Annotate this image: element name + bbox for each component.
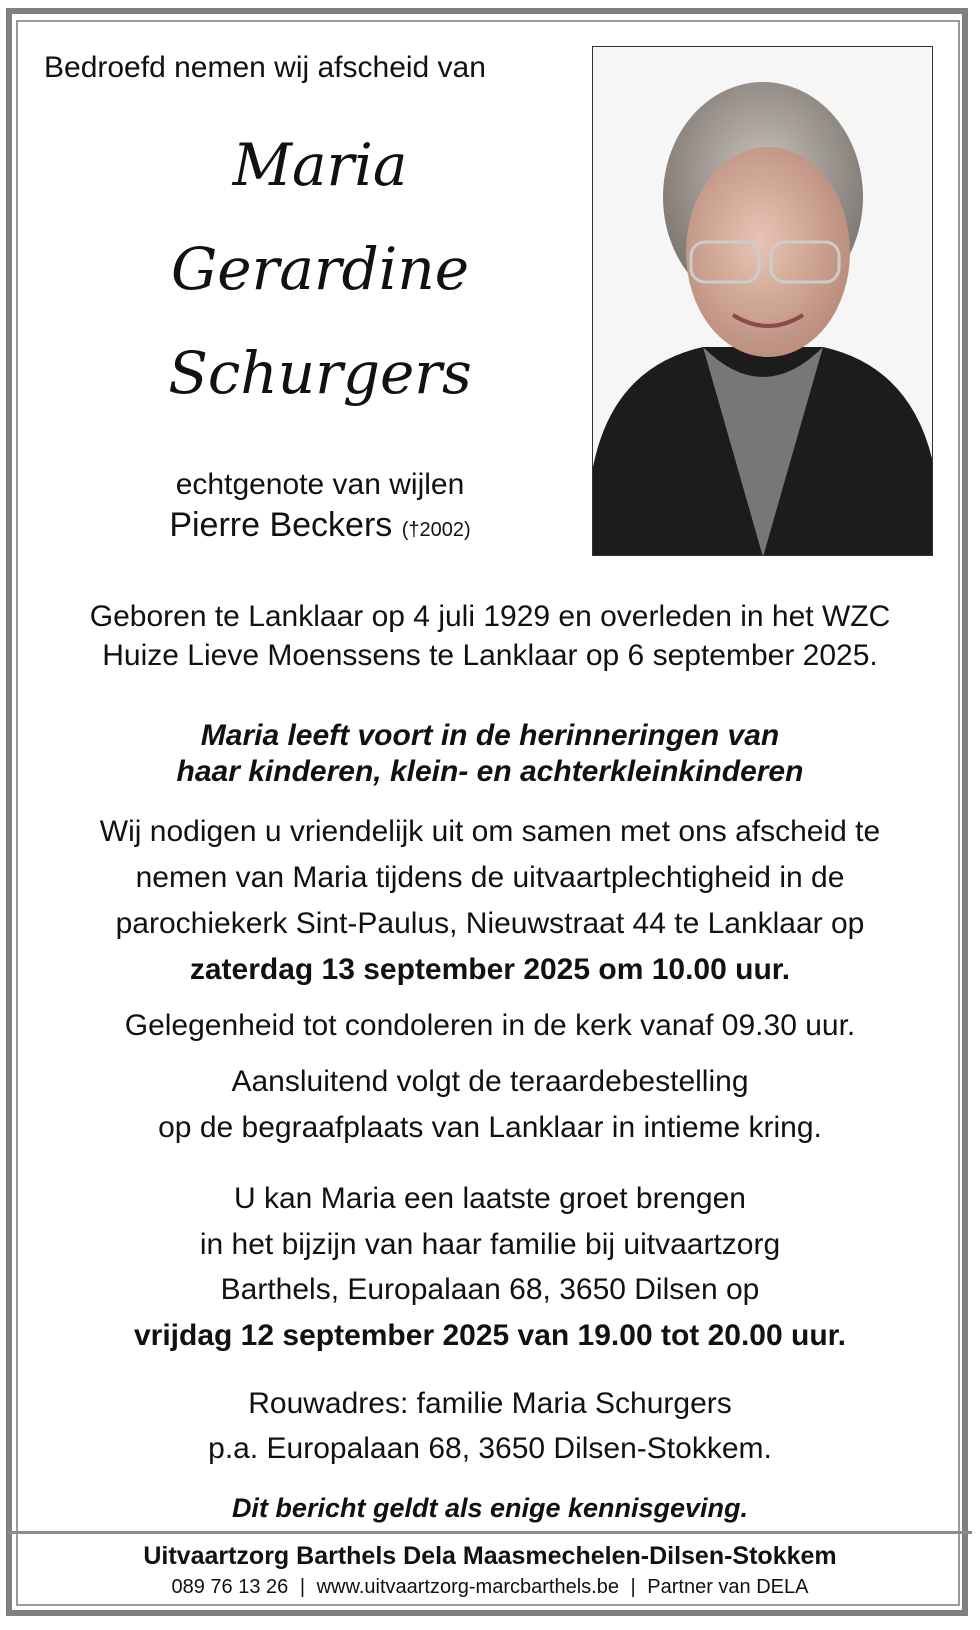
birth-line-2: Huize Lieve Moenssens te Lanklaar op 6 september 2025. (102, 639, 878, 672)
separator: | (630, 1576, 636, 1598)
condolence-text: Gelegenheid tot condoleren in de kerk vanaf 09.30 uur. (124, 1009, 856, 1042)
intro-text: Bedroefd nemen wij afscheid van (44, 51, 486, 84)
name-last: Schurgers (168, 339, 472, 407)
portrait-image (593, 47, 933, 556)
footer-divider (8, 1531, 972, 1534)
visit-line-2: in het bijzijn van haar familie bij uitvaartzorg (199, 1228, 781, 1261)
memory-line-1: Maria leeft voort in de herinneringen van (200, 719, 780, 752)
footer-contact (30, 1574, 950, 1600)
spouse-death: (†2002) (401, 519, 471, 541)
spouse-line (60, 505, 580, 550)
invite-line-3: parochiekerk Sint-Paulus, Nieuwstraat 44 te Lanklaar op (115, 907, 865, 940)
visit-date: vrijdag 12 september 2025 van 19.00 tot 20.00 uur. (133, 1319, 847, 1352)
visit-line-1: U kan Maria een laatste groet brengen (234, 1182, 746, 1215)
footer-phone: 089 76 13 26 (171, 1576, 289, 1598)
spouse-label: echtgenote van wijlen (175, 468, 465, 501)
birth-line-1: Geboren te Lanklaar op 4 juli 1929 en overleden in het WZC (89, 600, 891, 633)
invite-line-1: Wij nodigen u vriendelijk uit om samen met ons afscheid te (99, 815, 881, 848)
footer-website[interactable]: www.uitvaartzorg-marcbarthels.be (316, 1576, 619, 1598)
address-line-1: Rouwadres: familie Maria Schurgers (248, 1387, 732, 1420)
name-first: Maria (232, 131, 408, 199)
memory-line-2: haar kinderen, klein- en achterkleinkinderen (176, 755, 804, 788)
invite-line-2: nemen van Maria tijdens de uitvaartplechtigheid in de (135, 861, 845, 894)
spouse-name: Pierre Beckers (169, 506, 393, 544)
footer-partner: Partner van DELA (647, 1576, 809, 1598)
funeral-date: zaterdag 13 september 2025 om 10.00 uur. (189, 953, 791, 986)
portrait-photo (592, 46, 933, 556)
name-middle: Gerardine (170, 235, 470, 303)
burial-line-2: op de begraafplaats van Lanklaar in intieme kring. (158, 1111, 822, 1144)
separator: | (299, 1576, 306, 1598)
address-line-2: p.a. Europalaan 68, 3650 Dilsen-Stokkem. (208, 1432, 772, 1465)
footer-company: Uitvaartzorg Barthels Dela Maasmechelen-Dilsen-Stokkem (143, 1542, 837, 1570)
burial-line-1: Aansluitend volgt de teraardebestelling (231, 1065, 749, 1098)
notice-text: Dit bericht geldt als enige kennisgeving. (231, 1493, 749, 1523)
visit-line-3: Barthels, Europalaan 68, 3650 Dilsen op (220, 1273, 760, 1306)
